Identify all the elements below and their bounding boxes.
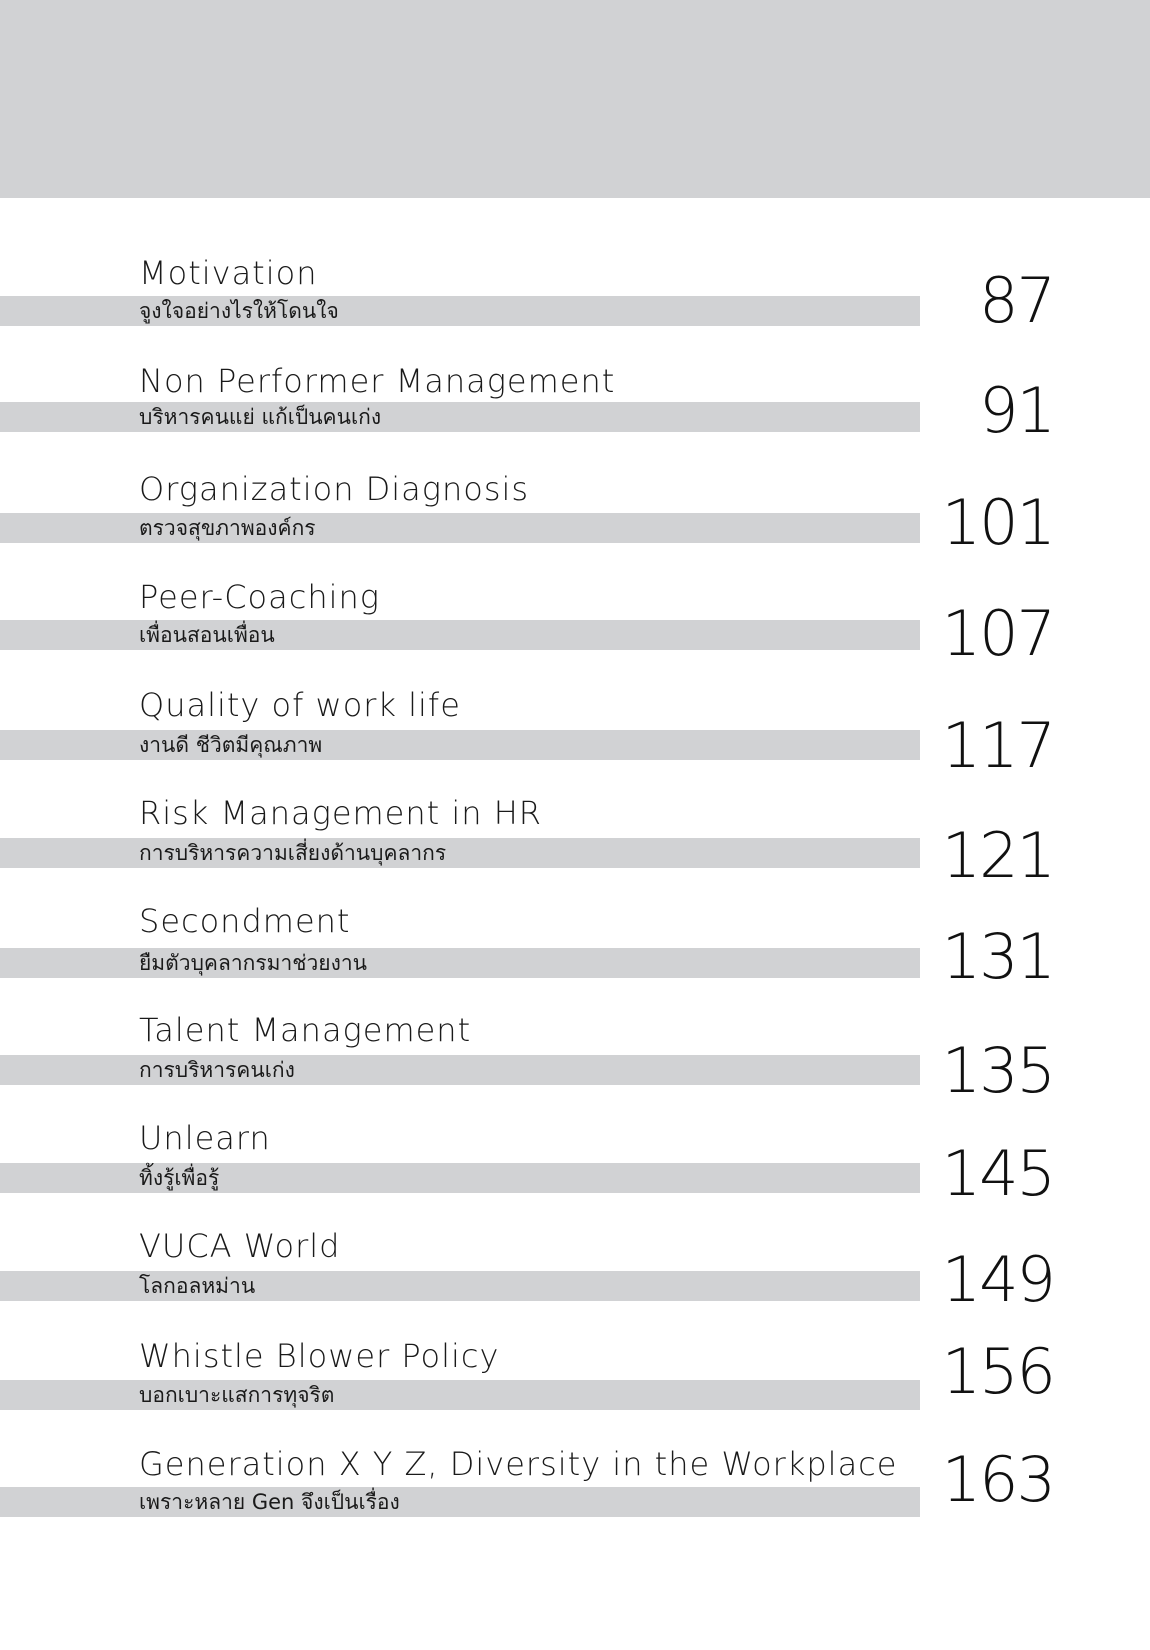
- entry-page-number: 145: [941, 1137, 1054, 1210]
- entry-subtitle: บริหารคนแย่ แก้เป็นคนเก่ง: [139, 405, 382, 429]
- entry-title: VUCA World: [139, 1227, 341, 1265]
- subtitle-bar: [0, 838, 920, 868]
- entry-title: Peer-Coaching: [139, 578, 380, 616]
- entry-subtitle: ยืมตัวบุคลากรมาช่วยงาน: [139, 951, 367, 975]
- entry-subtitle: จูงใจอย่างไรให้โดนใจ: [139, 299, 339, 323]
- subtitle-bar: [0, 1380, 920, 1410]
- entry-page-number: 163: [941, 1443, 1054, 1516]
- toc-entry-motivation[interactable]: [0, 255, 1150, 355]
- entry-title: Whistle Blower Policy: [139, 1337, 500, 1375]
- entry-title: Quality of work life: [139, 686, 461, 724]
- subtitle-bar: [0, 1163, 920, 1193]
- entry-page-number: 131: [941, 920, 1054, 993]
- entry-page-number: 156: [941, 1335, 1054, 1408]
- entry-title: Secondment: [139, 902, 351, 940]
- subtitle-bar: [0, 1487, 920, 1517]
- entry-subtitle: การบริหารความเสี่ยงด้านบุคลากร: [139, 841, 447, 865]
- entry-title: Organization Diagnosis: [139, 470, 530, 508]
- entry-page-number: 121: [941, 819, 1054, 892]
- entry-page-number: 135: [941, 1034, 1054, 1107]
- subtitle-bar: [0, 948, 920, 978]
- entry-subtitle: การบริหารคนเก่ง: [139, 1058, 295, 1082]
- entry-title: Risk Management in HR: [139, 794, 542, 832]
- entry-page-number: 149: [941, 1243, 1054, 1316]
- entry-subtitle: เพื่อนสอนเพื่อน: [139, 623, 275, 647]
- entry-page-number: 107: [941, 597, 1054, 670]
- subtitle-bar: [0, 1055, 920, 1085]
- entry-subtitle: บอกเบาะแสการทุจริต: [139, 1383, 335, 1407]
- subtitle-bar: [0, 402, 920, 432]
- subtitle-bar: [0, 513, 920, 543]
- subtitle-bar: [0, 620, 920, 650]
- subtitle-bar: [0, 296, 920, 326]
- entry-subtitle: ตรวจสุขภาพองค์กร: [139, 516, 316, 540]
- toc-entry-non-performer[interactable]: [0, 363, 1150, 463]
- entry-title: Generation X Y Z, Diversity in the Workplace: [139, 1445, 898, 1483]
- subtitle-bar: [0, 730, 920, 760]
- entry-subtitle: เพราะหลาย Gen จึงเป็นเรื่อง: [139, 1490, 400, 1514]
- entry-title: Talent Management: [139, 1011, 472, 1049]
- subtitle-bar: [0, 1271, 920, 1301]
- entry-page-number: 117: [941, 709, 1054, 782]
- entry-subtitle: งานดี ชีวิตมีคุณภาพ: [139, 733, 323, 757]
- entry-page-number: 101: [941, 486, 1054, 559]
- entry-subtitle: โลกอลหม่าน: [139, 1274, 256, 1298]
- entry-subtitle: ทิ้งรู้เพื่อรู้: [139, 1166, 220, 1190]
- entry-page-number: 91: [979, 374, 1054, 447]
- entry-title: Unlearn: [139, 1119, 271, 1157]
- entry-title: Motivation: [139, 254, 318, 292]
- entry-page-number: 87: [979, 264, 1054, 337]
- entry-title: Non Performer Management: [139, 362, 616, 400]
